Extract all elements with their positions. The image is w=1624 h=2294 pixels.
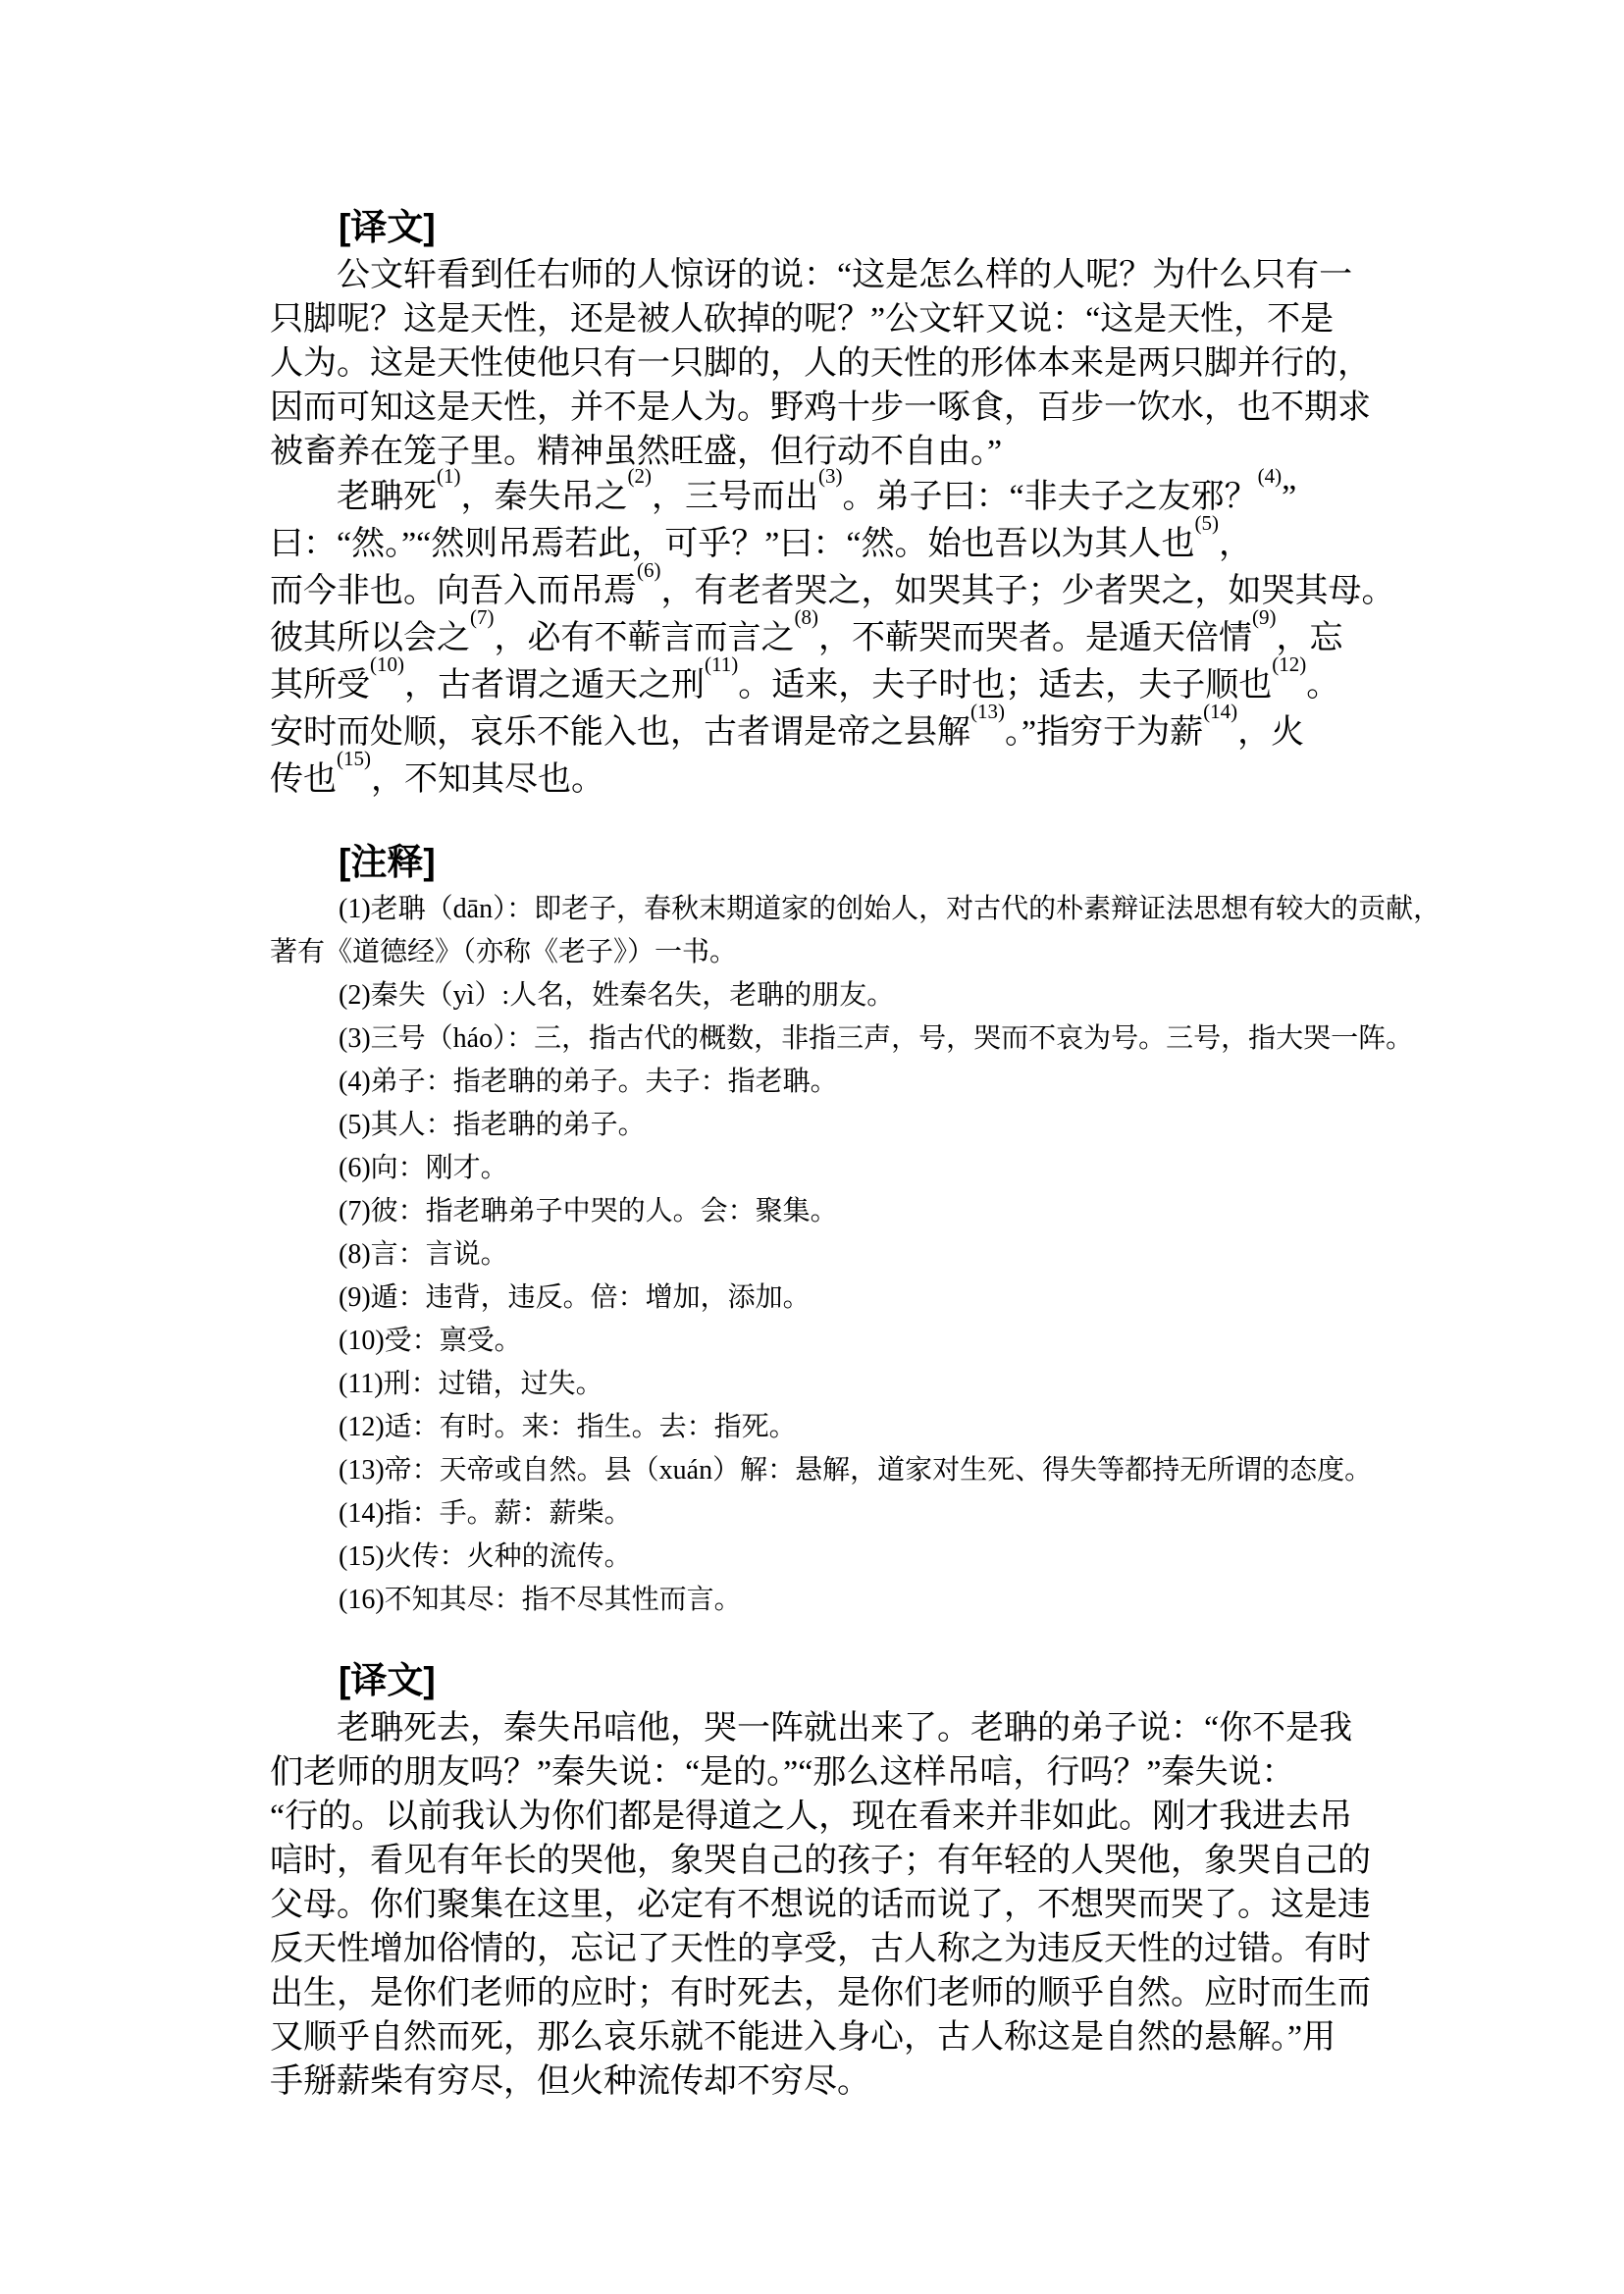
annotation-line: (10)受：禀受。 xyxy=(339,1326,522,1356)
note-reference-superscript: (11) xyxy=(705,652,739,676)
note-reference-superscript: (13) xyxy=(970,699,1005,723)
annotation-line: (6)向：刚才。 xyxy=(339,1153,508,1183)
translation-bottom-section xyxy=(270,1659,1398,2104)
section-heading-translation-bottom: [译文] xyxy=(339,1660,436,1700)
classical-text-line: 而今非也。向吾入而吊焉$^{(6)}$，有老者哭之，如哭其子；少者哭之，如哭其母。 xyxy=(270,557,1395,609)
annotation-line: (3)三号（háo）：三，指古代的概数，非指三声，号，哭而不哀为号。三号，指大哭一阵。 xyxy=(339,1023,1414,1054)
translation-bottom-paragraph xyxy=(270,1706,1398,2104)
note-reference-superscript: (9) xyxy=(1252,604,1277,629)
text-line: 因而可知这是天性，并不是人为。野鸡十步一啄食，百步一饮水，也不期求 xyxy=(270,390,1371,426)
classical-text-line: 彼其所以会之$^{(7)}$，必有不蕲言而言之$^{(8)}$，不蕲哭而哭者。是遁天倍情$^{(9)}$，忘 xyxy=(270,604,1343,656)
text-line: 们老师的朋友吗？”秦失说：“是的。”“那么这样吊唁，行吗？”秦失说： xyxy=(270,1754,1295,1791)
annotation-line: (9)遁：违背，违反。倍：增加，添加。 xyxy=(339,1282,811,1313)
annotation-line: 著有《道德经》（亦称《老子》）一书。 xyxy=(270,937,738,967)
annotation-line: (15)火传：火种的流传。 xyxy=(339,1541,632,1572)
translation-top-section xyxy=(270,206,1398,804)
note-reference-superscript: (10) xyxy=(370,652,404,676)
section-heading-annotations: [注释] xyxy=(339,842,436,882)
note-reference-superscript: (5) xyxy=(1194,510,1219,535)
note-reference-superscript: (2) xyxy=(627,463,652,488)
text-line: 只脚呢？这是天性，还是被人砍掉的呢？”公文轩又说：“这是天性，不是 xyxy=(270,301,1335,338)
annotation-line: (11)刑：过错，过失。 xyxy=(339,1369,603,1399)
annotation-line: (12)适：有时。来：指生。去：指死。 xyxy=(339,1412,797,1442)
text-line: 反天性增加俗情的，忘记了天性的享受，古人称之为违反天性的过错。有时 xyxy=(270,1931,1371,1967)
classical-text-line: 其所受$^{(10)}$，古者谓之遁天之刑$^{(11)}$。适来，夫子时也；适去，夫子顺也$^{(12)}$。 xyxy=(270,652,1340,704)
note-reference-superscript: (14) xyxy=(1203,699,1238,723)
note-reference-superscript: (3) xyxy=(818,463,843,488)
classical-text-line: 曰：“然。”“然则吊焉若此，可乎？”曰：“然。始也吾以为其人也$^{(5)}$， xyxy=(270,510,1252,562)
classical-text-line: 老聃死$^{(1)}$，秦失吊之$^{(2)}$，三号而出$^{(3)}$。弟子曰：“非夫子之友邪？$^{(4)}$” xyxy=(337,463,1297,515)
note-reference-superscript: (6) xyxy=(637,557,661,582)
text-line: 手掰薪柴有穷尽，但火种流传却不穷尽。 xyxy=(270,2063,870,2100)
text-line: 父母。你们聚集在这里，必定有不想说的话而说了，不想哭而哭了。这是违 xyxy=(270,1887,1371,1923)
note-reference-superscript: (15) xyxy=(337,746,371,770)
text-line: 又顺乎自然而死，那么哀乐就不能进入身心，古人称这是自然的悬解。”用 xyxy=(270,2019,1336,2056)
note-reference-superscript: (7) xyxy=(470,604,495,629)
classical-text-line: 安时而处顺，哀乐不能入也，古者谓是帝之县解$^{(13)}$。”指穷于为薪$^{(14)}$，火 xyxy=(270,699,1305,751)
annotations-section xyxy=(270,841,1441,1622)
annotation-line: (16)不知其尽：指不尽其性而言。 xyxy=(339,1585,742,1615)
annotation-line: (1)老聃（dān）：即老子，春秋末期道家的创始人，对古代的朴素辩证法思想有较大的贡献， xyxy=(339,894,1441,924)
annotation-line: (13)帝：天帝或自然。县（xuán）解：悬解，道家对生死、得失等都持无所谓的态度。 xyxy=(339,1455,1373,1486)
annotation-line: (4)弟子：指老聃的弟子。夫子：指老聃。 xyxy=(339,1067,838,1097)
note-reference-superscript: (12) xyxy=(1272,652,1307,676)
note-reference-superscript: (1) xyxy=(437,463,461,488)
text-line: 被畜养在笼子里。精神虽然旺盛，但行动不自由。” xyxy=(270,434,1003,470)
classical-text-paragraph xyxy=(270,463,1398,804)
text-line: “行的。以前我认为你们都是得道之人，现在看来并非如此。刚才我进去吊 xyxy=(270,1799,1353,1835)
text-line: 公文轩看到任右师的人惊讶的说：“这是怎么样的人呢？为什么只有一 xyxy=(337,257,1353,293)
text-line: 人为。这是天性使他只有一只脚的，人的天性的形体本来是两只脚并行的， xyxy=(270,345,1371,382)
annotation-line: (5)其人：指老聃的弟子。 xyxy=(339,1110,646,1140)
text-line: 出生，是你们老师的应时；有时死去，是你们老师的顺乎自然。应时而生而 xyxy=(270,1975,1371,2011)
classical-text-line: 传也$^{(15)}$，不知其尽也。 xyxy=(270,746,604,798)
section-heading-translation-top: [译文] xyxy=(339,207,436,247)
translation-top-paragraph xyxy=(270,253,1398,474)
annotation-line: (14)指：手。薪：薪柴。 xyxy=(339,1498,632,1529)
note-reference-superscript: (4) xyxy=(1257,463,1283,488)
annotation-line: (8)言：言说。 xyxy=(339,1239,508,1270)
text-line: 唁时，看见有年长的哭他，象哭自己的孩子；有年轻的人哭他，象哭自己的 xyxy=(270,1843,1371,1879)
note-reference-superscript: (8) xyxy=(794,604,818,629)
text-line: 老聃死去，秦失吊唁他，哭一阵就出来了。老聃的弟子说：“你不是我 xyxy=(337,1710,1353,1747)
annotation-line: (2)秦失（yì）:人名，姓秦名失，老聃的朋友。 xyxy=(339,980,895,1011)
annotation-line: (7)彼：指老聃弟子中哭的人。会：聚集。 xyxy=(339,1196,838,1226)
annotations-list xyxy=(270,888,1441,1622)
